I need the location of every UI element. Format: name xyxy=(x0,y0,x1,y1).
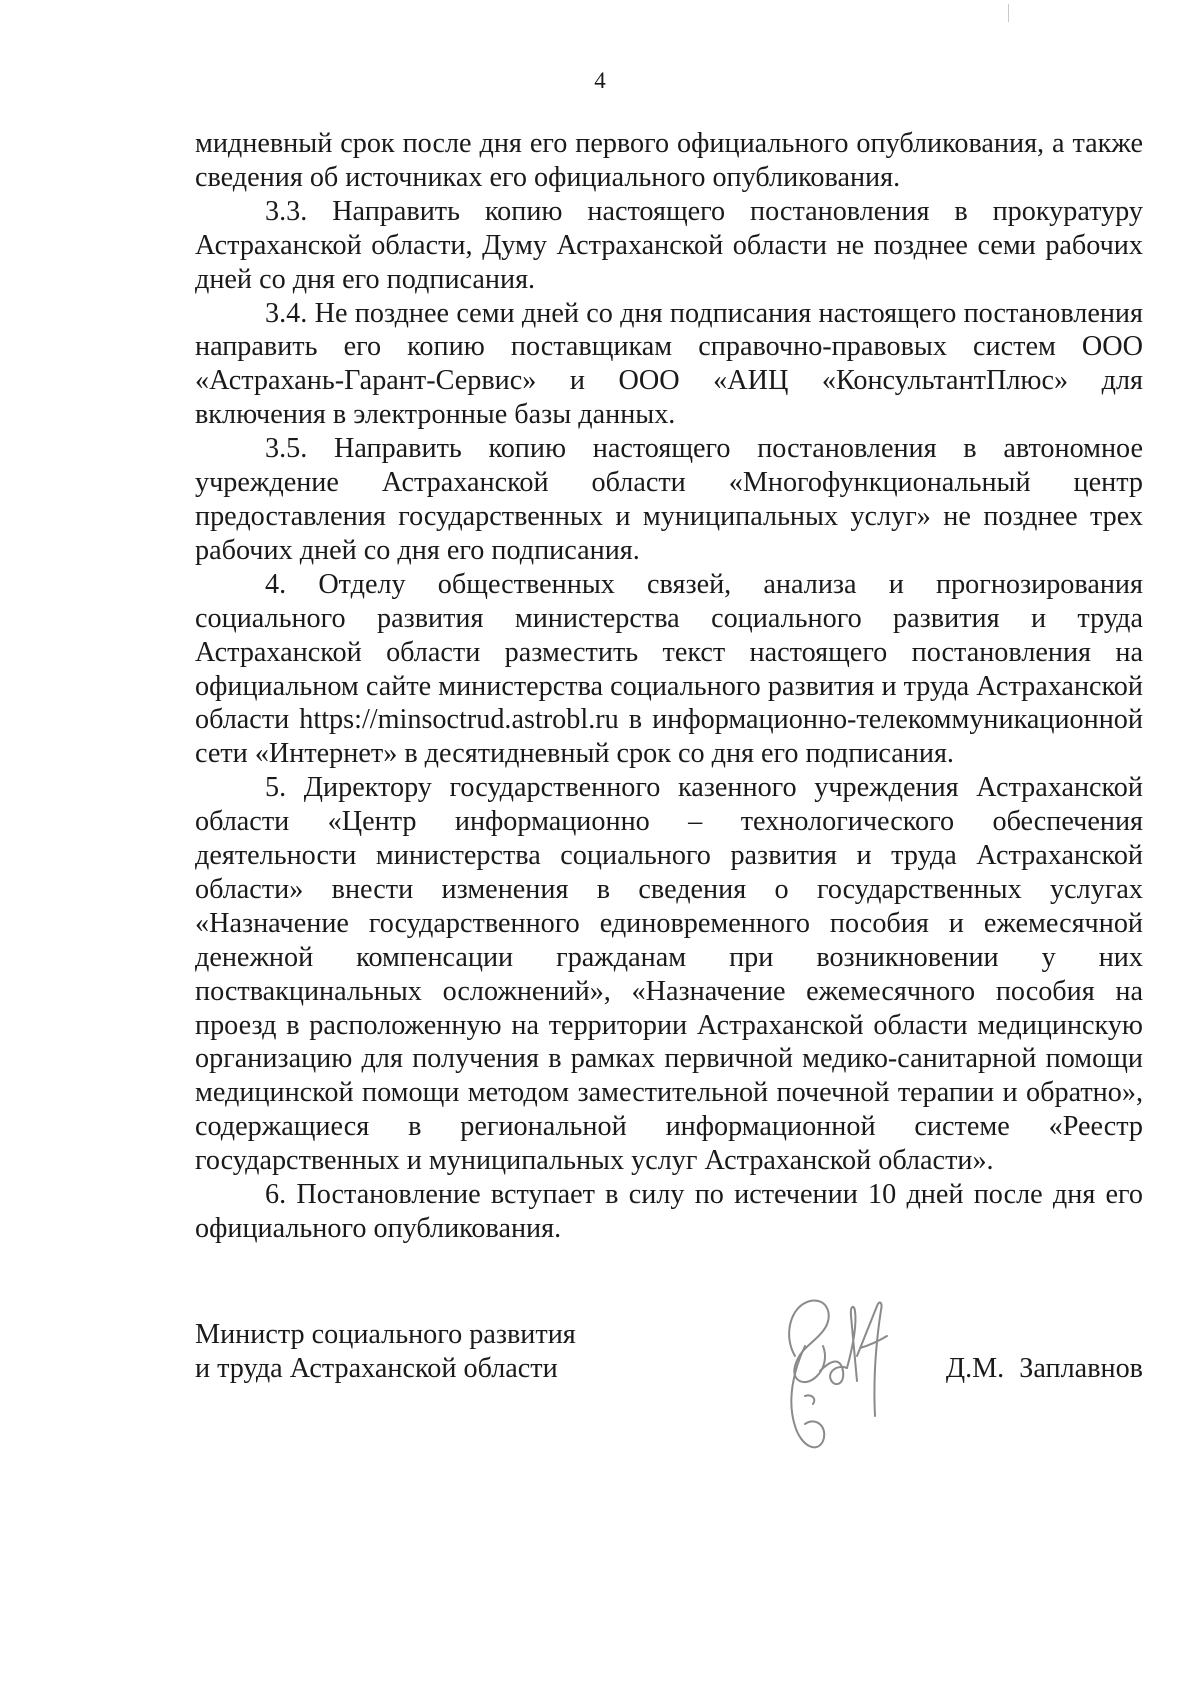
scan-artifact-mark xyxy=(1008,4,1009,22)
signer-title xyxy=(195,1318,576,1386)
document-body xyxy=(195,127,1143,1246)
paragraph-3-4: 3.4. Не позднее семи дней со дня подписания настоящего постановления направить его копию поставщикам справочно-правовых систем ООО «Астрахань-Гарант-Сервис» и ООО «АИЦ «КонсультантПлюс» для включения в электронные базы данных. xyxy=(195,297,1143,431)
page-number: 4 xyxy=(594,68,606,93)
paragraph-6: 6. Постановление вступает в силу по истечении 10 дней после дня его официального опубликования. xyxy=(195,1179,1143,1244)
signature-block xyxy=(195,1318,1143,1478)
handwritten-signature-icon xyxy=(765,1276,915,1466)
paragraph-3-5: 3.5. Направить копию настоящего постановления в автономное учреждение Астраханской области «Многофункциональный центр предоставления государственных и муниципальных услуг» не позднее трех рабочих дней со дня его подписания. xyxy=(195,433,1143,566)
signer-name: Д.М. Заплавнов xyxy=(945,1353,1143,1384)
paragraph-5: 5. Директору государственного казенного учреждения Астраханской области «Центр информационно – технологического обеспечения деятельности министерства социального развития и труда Астраханской области» внести изменения в сведения о государственных услугах «Назначение государственного единовременного пособия и ежемесячной денежной компенсации гражданам при возникновении у них поствакцинальных осложнений», «Назначение ежемесячного пособия на проезд в расположенную на территории Астраханской области медицинскую организацию для получения в рамках первичной медико-санитарной помощи медицинской помощи методом заместительной почечной терапии и обратно», содержащиеся в региональной информационной системе «Реестр государственных и муниципальных услуг Астраханской области». xyxy=(195,772,1143,1177)
paragraph-continuation: мидневный срок после дня его первого официального опубликования, а также сведения об источниках его официального опубликования. xyxy=(195,128,1143,193)
paragraph-3-3: 3.3. Направить копию настоящего постановления в прокуратуру Астраханской области, Думу Астраханской области не позднее семи рабочих дней со дня его подписания. xyxy=(195,195,1143,295)
paragraph-4: 4. Отделу общественных связей, анализа и прогнозирования социального развития министерства социального развития и труда Астраханской области разместить текст настоящего постановления на официальном сайте министерства социального развития и труда Астраханской области https://minsoctrud.astrobl.ru в информационно-телекоммуникационной сети «Интернет» в десятидневный срок со дня его подписания. xyxy=(195,568,1143,770)
signer-title-line-2: и труда Астраханской области xyxy=(195,1353,558,1384)
signer-title-line-1: Министр социального развития xyxy=(195,1319,576,1350)
